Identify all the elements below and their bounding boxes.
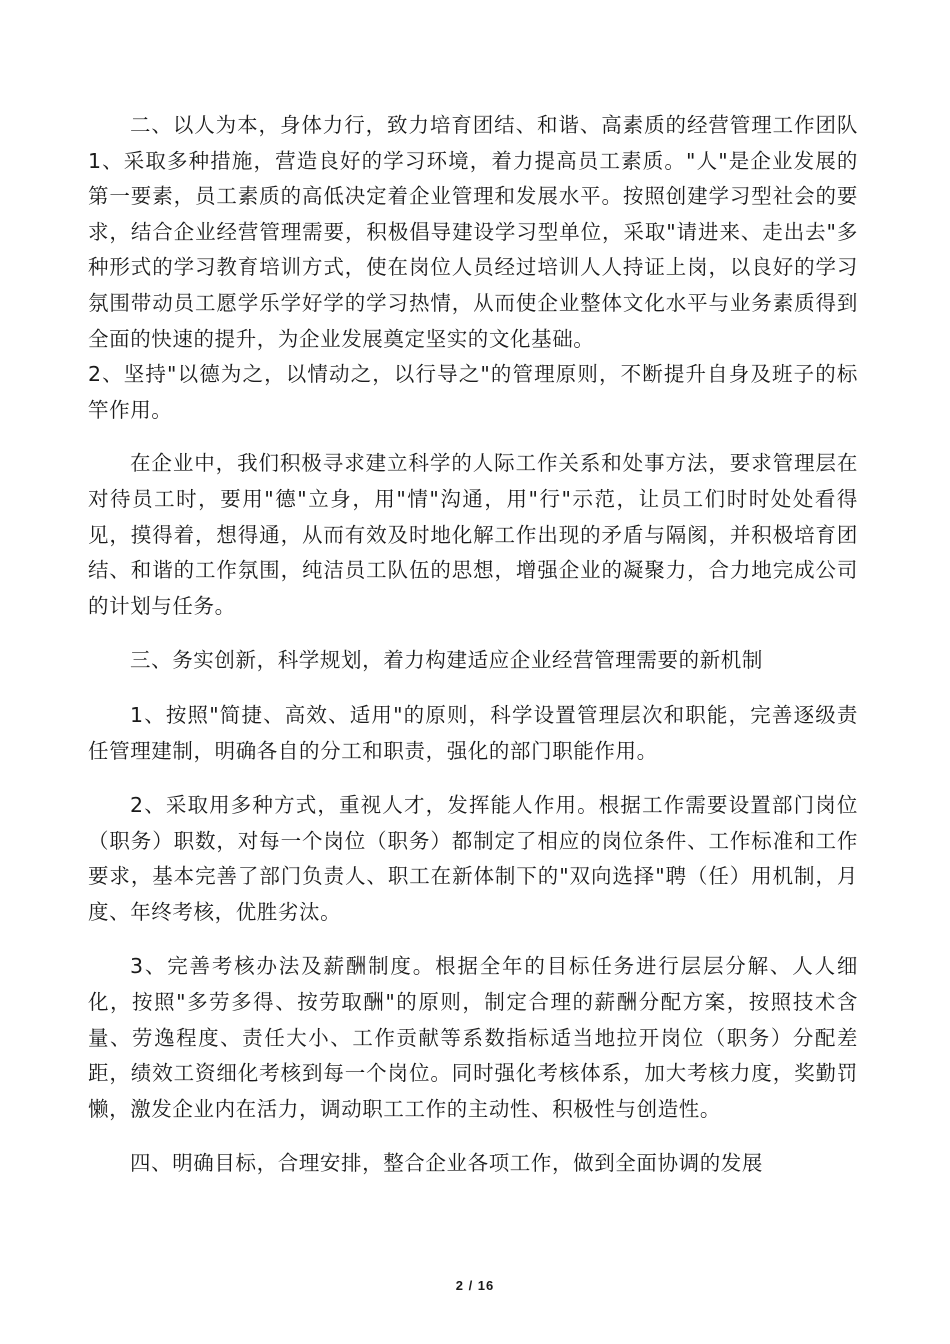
paragraph-section-four-heading: 四、明确目标，合理安排，整合企业各项工作，做到全面协调的发展 xyxy=(130,1151,763,1176)
paragraph-item-1: 1、按照"简捷、高效、适用"的原则，科学设置管理层次和职能，完善逐级责任管理建制，明确各自的分工和职责，强化的部门职能作用。 xyxy=(88,702,858,763)
page-number: 2 / 16 xyxy=(455,1278,495,1293)
paragraph-section-two-text: 二、以人为本，身体力行，致力培育团结、和谐、高素质的经营管理工作团队 1、采取多种措施，营造良好的学习环境，着力提高员工素质。"人"是企业发展的第一要素，员工素质的高低决定着企业管理和发展水平。按照创建学习型社会的要求，结合企业经营管理需要，积极倡导建设学习型单位，采取"请进来、走出去"多种形式的学习教育培训方式，使在岗位人员经过培训人人持证上岗，以良好的学习氛围带动员工愿学乐学好学的学习热情，从而使企业整体文化水平与业务素质得到全面的快速的提升，为企业发展奠定坚实的文化基础。 xyxy=(88,113,858,351)
paragraph-item-3: 3、完善考核办法及薪酬制度。根据全年的目标任务进行层层分解、人人细化，按照"多劳多得、按劳取酬"的原则，制定合理的薪酬分配方案，按照技术含量、劳逸程度、责任大小、工作贡献等系数指标适当地拉开岗位（职务）分配差距，绩效工资细化考核到每一个岗位。同时强化考核体系，加大考核力度，奖勤罚懒，激发企业内在活力，调动职工工作的主动性、积极性与创造性。 xyxy=(88,954,858,1121)
paragraph-management-attitude: 在企业中，我们积极寻求建立科学的人际工作关系和处事方法，要求管理层在对待员工时，要用"德"立身，用"情"沟通，用"行"示范，让员工们时时处处看得见，摸得着，想得通，从而有效及时地化解工作出现的矛盾与隔阂，并积极培育团结、和谐的工作氛围，纯洁员工队伍的思想，增强企业的凝聚力，合力地完成公司的计划与任务。 xyxy=(88,451,858,618)
document-body xyxy=(88,108,858,1201)
paragraph-section-two xyxy=(88,108,858,428)
paragraph-section-three-heading: 三、务实创新，科学规划，着力构建适应企业经营管理需要的新机制 xyxy=(130,648,763,673)
paragraph-section-two-item2: 2、坚持"以德为之，以情动之，以行导之"的管理原则，不断提升自身及班子的标竿作用。 xyxy=(88,362,858,422)
paragraph-item-2: 2、采取用多种方式，重视人才，发挥能人作用。根据工作需要设置部门岗位（职务）职数，对每一个岗位（职务）都制定了相应的岗位条件、工作标准和工作要求，基本完善了部门负责人、职工在新体制下的"双向选择"聘（任）用机制，月度、年终考核，优胜劣汰。 xyxy=(88,793,858,924)
